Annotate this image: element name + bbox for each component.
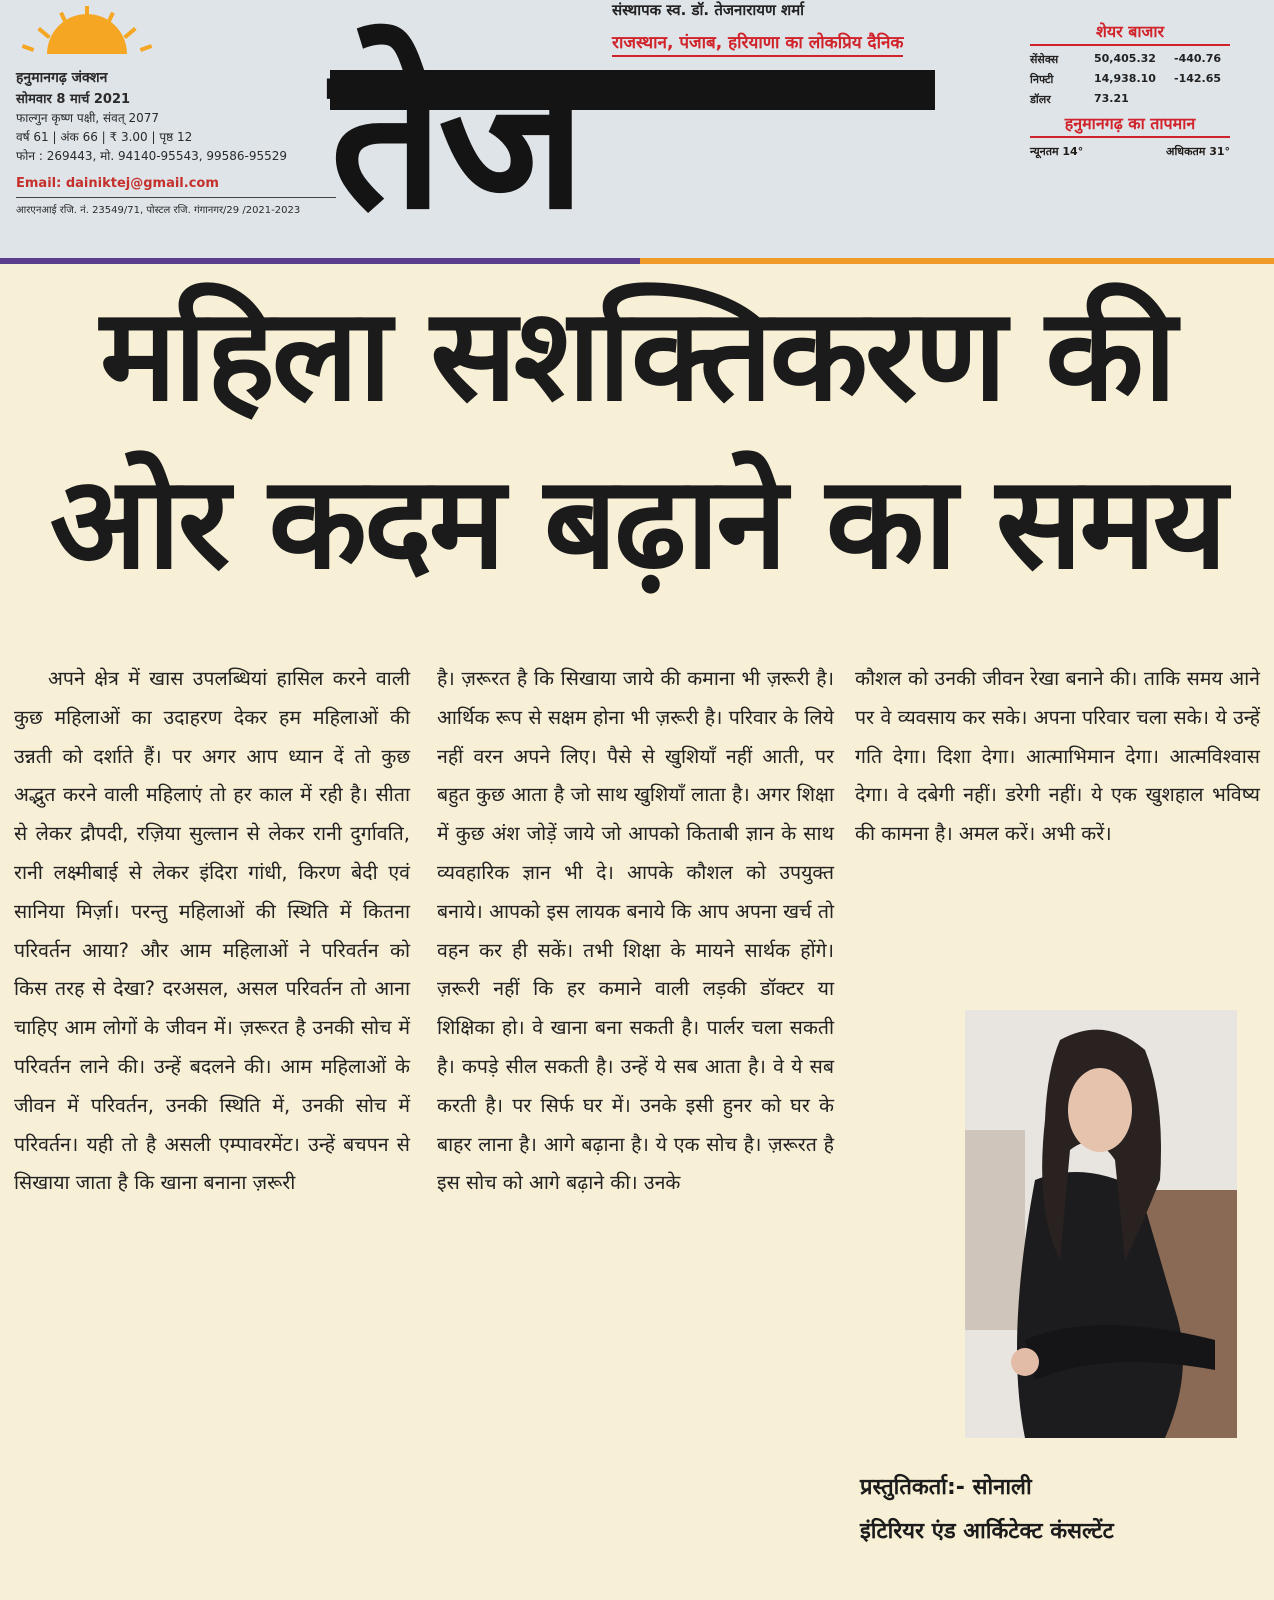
edition-date: सोमवार 8 मार्च 2021 bbox=[16, 92, 131, 107]
market-row bbox=[1030, 52, 1230, 67]
market-change: -440.76 bbox=[1174, 52, 1222, 65]
masthead-stripe-purple bbox=[0, 258, 640, 264]
market-value: 50,405.32 bbox=[1094, 52, 1156, 65]
headline-line-2: ओर कदम बढ़ाने का समय bbox=[49, 449, 1225, 598]
byline-author: प्रस्तुतिकर्ता:- सोनाली bbox=[860, 1475, 1032, 1500]
masthead-stripe-orange bbox=[640, 258, 1274, 264]
headline-line-1: महिला सशक्तिकरण की bbox=[100, 281, 1174, 430]
newspaper-logo: तेज bbox=[330, 21, 581, 254]
article-column-2: है। ज़रूरत है कि सिखाया जाये की कमाना भी ज़रूरी है। आर्थिक रूप से सक्षम होना भी ज़रूरी है। परिवार के लिये नहीं वरन अपने लिए। पैसे से खुशियाँ नहीं आती, पर बहुत कुछ आता है जो साथ खुशियाँ लाता है। अगर शिक्षा में कुछ अंश जोड़ें जाये जो आपको किताबी ज्ञान के साथ व्यवहारिक ज्ञान भी दे। आपके कौशल को उपयुक्त बनाये। आपको इस लायक बनाये कि आप अपना खर्च तो वहन कर ही सकें। तभी शिक्षा के मायने सार्थक होंगे। ज़रूरी नहीं कि हर कमाने वाली लड़की डॉक्टर या शिक्षिका हो। वे खाना बना सकती है। पार्लर चला सकती है। कपड़े सील सकती है। उन्हें ये सब आता है। वे ये सब करती है। पर सिर्फ घर में। उनके इसी हुनर को घर के बाहर लाना है। आगे बढ़ाना है। ये एक सोच है। ज़रूरत है इस सोच को आगे बढ़ाने की। उनके bbox=[437, 667, 834, 1195]
share-market-title: शेयर बाजार bbox=[1030, 20, 1230, 46]
phone-info: फोन : 269443, मो. 94140-95543, 99586-95529 bbox=[16, 149, 288, 163]
market-weather-box bbox=[1030, 20, 1230, 159]
tagline: राजस्थान, पंजाब, हरियाणा का लोकप्रिय दैनिक bbox=[612, 30, 903, 57]
market-name: निफ्टी bbox=[1030, 73, 1054, 86]
masthead bbox=[0, 0, 1274, 262]
author-portrait-image bbox=[965, 1010, 1237, 1438]
max-temperature: अधिकतम 31° bbox=[1166, 145, 1230, 158]
market-value: 14,938.10 bbox=[1094, 72, 1156, 85]
article-headline bbox=[0, 272, 1274, 608]
article-column-1: अपने क्षेत्र में खास उपलब्धियां हासिल करने वाली कुछ महिलाओं का उदाहरण देकर हम महिलाओं की उन्नती को दर्शाते हैं। पर अगर आप ध्यान दें तो कुछ अद्भुत करने वाली महिलाएं तो हर काल में रही है। सीता से लेकर द्रौपदी, रज़िया सुल्तान से लेकर रानी दुर्गावति, रानी लक्ष्मीबाई से लेकर इंदिरा गांधी, किरण बेदी एवं सानिया मिर्ज़ा। परन्तु महिलाओं की स्थिति में कितना परिवर्तन आया? और आम महिलाओं ने परिवर्तन को किस तरह से देखा? दरअसल, असल परिवर्तन तो आना चाहिए आम लोगों के जीवन में। ज़रूरत है उनकी सोच में परिवर्तन लाने की। उन्हें बदलने की। आम महिलाओं के जीवन में परिवर्तन, उनकी स्थिति में, उनकी सोच में परिवर्तन। यही तो है असली एम्पावरमेंट। उन्हें बचपन से सिखाया जाता है कि खाना बनाना ज़रूरी bbox=[14, 667, 410, 1195]
temperature-title: हनुमानगढ़ का तापमान bbox=[1030, 112, 1230, 138]
masthead-left-info bbox=[12, 6, 332, 216]
author-photo bbox=[965, 1010, 1237, 1438]
market-change: -142.65 bbox=[1174, 72, 1222, 85]
byline-role: इंटिरियर एंड आर्किटेक्ट कंसल्टेंट bbox=[860, 1519, 1114, 1544]
market-row bbox=[1030, 92, 1230, 107]
temperature-row bbox=[1030, 144, 1230, 159]
edition-place: हनुमानगढ़ जंक्शन bbox=[16, 70, 108, 86]
hindu-calendar-date: फाल्गुन कृष्ण पक्षी, संवत् 2077 bbox=[16, 111, 160, 125]
market-row bbox=[1030, 72, 1230, 87]
email-contact: Email: dainiktej@gmail.com bbox=[16, 176, 219, 191]
registration-info: आरएनआई रजि. नं. 23549/71, पोस्टल रजि. गंगानगर/29 /2021-2023 bbox=[16, 205, 301, 216]
min-temperature: न्यूनतम 14° bbox=[1030, 145, 1084, 158]
founder-line: संस्थापक स्व. डॉ. तेजनारायण शर्मा bbox=[612, 1, 805, 19]
masthead-divider bbox=[16, 197, 336, 198]
market-name: डॉलर bbox=[1030, 93, 1051, 106]
article-byline bbox=[860, 1466, 1270, 1554]
rising-sun-logo-icon bbox=[12, 6, 162, 54]
article-column-3: कौशल को उनकी जीवन रेखा बनाने की। ताकि समय आने पर वे व्यवसाय कर सके। अपना परिवार चला सके। ये उन्हें गति देगा। दिशा देगा। आत्माभिमान देगा। आत्मविश्वास देगा। वे दबेगी नहीं। डरेगी नहीं। ये एक खुशहाल भविष्य की कामना है। अमल करें। अभी करें। bbox=[855, 667, 1260, 846]
market-value: 73.21 bbox=[1094, 92, 1129, 105]
issue-info: वर्ष 61 | अंक 66 | ₹ 3.00 | पृष्ठ 12 bbox=[16, 130, 193, 144]
market-name: सेंसेक्स bbox=[1030, 53, 1059, 66]
